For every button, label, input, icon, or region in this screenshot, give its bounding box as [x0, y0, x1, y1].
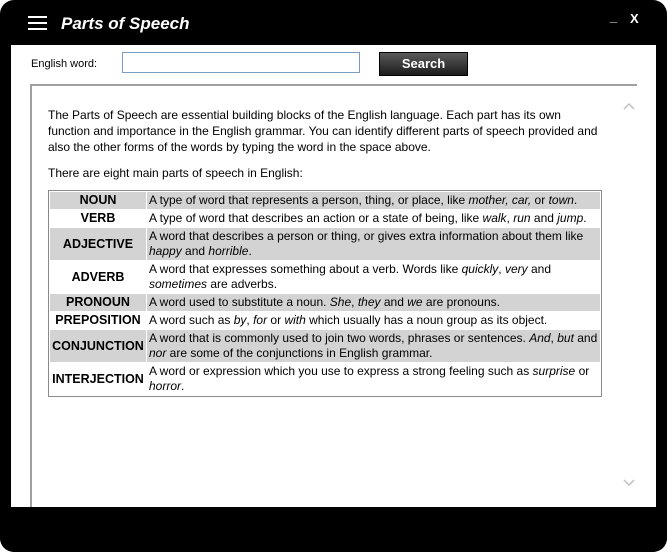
content-text	[48, 107, 602, 181]
scroll-up-icon[interactable]	[622, 99, 636, 111]
window-title: Parts of Speech	[61, 14, 190, 33]
part-term: PRONOUN	[50, 294, 146, 311]
part-description: A word used to substitute a noun. She, they and we are pronouns.	[147, 294, 600, 311]
part-term: NOUN	[50, 192, 146, 209]
hamburger-menu-icon[interactable]	[28, 16, 47, 30]
close-button[interactable]: X	[630, 11, 639, 26]
intro-paragraph: The Parts of Speech are essential building blocks of the English language. Each part has its own function and importance in the English grammar. You can identify different parts of speech provided and also the other forms of the words by typing the word in the space above.	[48, 108, 598, 154]
search-label: English word:	[31, 58, 98, 70]
title-bar	[0, 0, 667, 44]
search-button[interactable]: Search	[379, 52, 468, 76]
part-description: A type of word that describes an action or a state of being, like walk, run and jump.	[149, 211, 587, 225]
scroll-down-icon[interactable]	[622, 476, 636, 488]
content-panel	[30, 84, 637, 507]
part-description: A word that expresses something about a verb. Words like quickly, very and sometimes are adverbs.	[149, 262, 551, 291]
part-description: A word that is commonly used to join two words, phrases or sentences. And, but and nor are some of the conjunctions in English grammar.	[147, 330, 600, 362]
search-bar	[11, 45, 656, 85]
table-row	[50, 363, 600, 395]
part-term: ADJECTIVE	[50, 228, 146, 260]
part-description: A word or expression which you use to express a strong feeling such as surprise or horror.	[149, 364, 590, 393]
table-row	[50, 312, 600, 329]
subheading: There are eight main parts of speech in English:	[48, 166, 303, 180]
table-row	[50, 228, 600, 260]
table-row	[50, 192, 600, 209]
parts-of-speech-table	[48, 190, 602, 397]
table-row	[50, 261, 600, 293]
part-description: A type of word that represents a person, thing, or place, like mother, car, or town.	[147, 192, 600, 209]
part-term: PREPOSITION	[55, 313, 141, 327]
table-row	[50, 330, 600, 362]
part-term: CONJUNCTION	[50, 330, 146, 362]
part-description: A word such as by, for or with which usually has a noun group as its object.	[149, 313, 548, 327]
english-word-input[interactable]	[122, 52, 360, 73]
part-term: INTERJECTION	[52, 371, 144, 386]
part-term: VERB	[80, 211, 116, 225]
client-area	[11, 45, 656, 507]
minimize-button[interactable]: _	[610, 9, 618, 24]
part-description: A word that describes a person or thing, or gives extra information about them like happy and horrible.	[147, 228, 600, 260]
table-row	[50, 210, 600, 227]
table-row	[50, 294, 600, 311]
part-term: ADVERB	[71, 269, 125, 284]
bottom-frame	[0, 507, 667, 552]
